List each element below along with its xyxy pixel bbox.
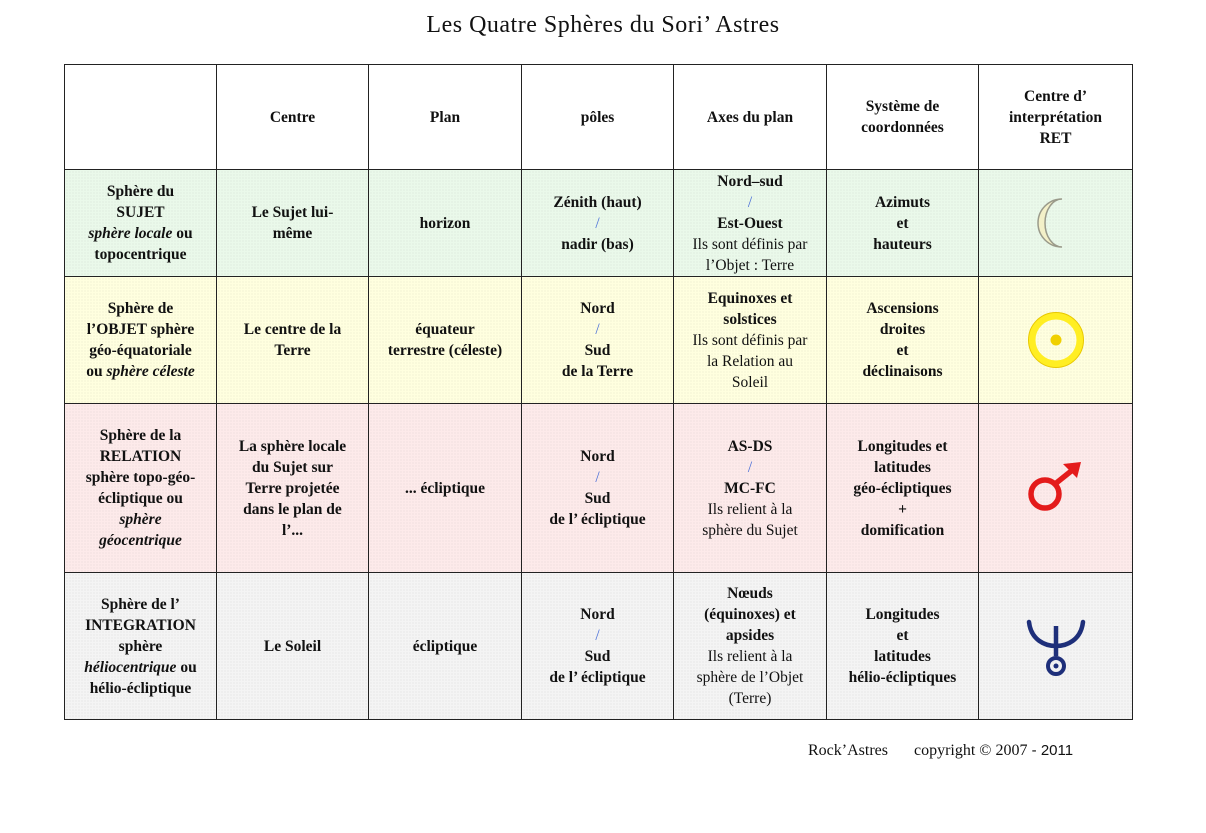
axis-note: sphère du Sujet — [702, 521, 798, 539]
sphere-line: ou — [176, 658, 197, 676]
coord-line: Longitudes — [865, 606, 940, 623]
centre-line: du Sujet sur — [252, 458, 333, 476]
centre-line: Le Sujet lui- — [251, 204, 334, 221]
header-systeme-line2: coordonnées — [861, 119, 944, 136]
sphere-line: SUJET — [116, 204, 165, 221]
plan-line: terrestre (céleste) — [387, 342, 503, 359]
coord-line: et — [896, 627, 909, 644]
axis-note: Ils sont définis par — [692, 235, 808, 253]
axes-cell — [674, 170, 827, 277]
pole-separator: / — [595, 469, 600, 486]
sphere-name-cell — [65, 404, 217, 573]
pole-bottom: nadir (bas) — [561, 235, 634, 253]
coord-line: + — [898, 500, 907, 518]
plan-cell: ... écliptique — [369, 404, 522, 573]
centre-line: Terre projetée — [245, 479, 340, 497]
pole-top: Zénith (haut) — [553, 193, 642, 211]
centre-line: l’... — [281, 521, 304, 539]
axis-mid: Est-Ouest — [717, 214, 783, 232]
coord-line: et — [896, 214, 909, 232]
plan-line: équateur — [415, 321, 475, 338]
axis-top: Nord–sud — [717, 172, 783, 190]
axis-note: sphère de l’Objet — [696, 669, 804, 686]
sphere-line: Sphère de la — [99, 427, 182, 444]
sphere-italic: sphère céleste — [106, 363, 195, 380]
pole-separator: / — [595, 214, 600, 232]
axis-separator: / — [747, 193, 753, 211]
axes-cell — [674, 277, 827, 404]
pole-mid: Sud — [584, 648, 611, 665]
axis-line: solstices — [723, 310, 777, 328]
footer-author: Rock’Astres — [808, 742, 888, 759]
axis-separator: / — [747, 458, 753, 476]
table-row — [65, 170, 1133, 277]
coords-cell — [827, 404, 979, 573]
axes-cell — [674, 404, 827, 573]
header-row — [65, 65, 1133, 170]
sphere-italic: sphère locale — [88, 225, 173, 242]
coords-cell — [827, 573, 979, 720]
uranus-symbol-icon — [1023, 614, 1089, 678]
axis-line: Nœuds — [727, 585, 773, 602]
sphere-line: écliptique ou — [98, 490, 183, 507]
coord-line: hauteurs — [873, 235, 932, 253]
coords-cell — [827, 277, 979, 404]
axis-line: apsides — [725, 627, 775, 644]
sphere-line: sphère — [118, 637, 163, 655]
poles-cell — [522, 170, 674, 277]
centre-line: Le centre de la — [243, 321, 342, 338]
coord-line: et — [896, 342, 909, 359]
sphere-line: l’OBJET sphère — [86, 321, 195, 338]
centre-cell: Le Soleil — [217, 573, 369, 720]
axis-mid: MC-FC — [724, 479, 776, 497]
coord-line: latitudes — [874, 648, 931, 665]
axis-note: (Terre) — [728, 690, 772, 707]
header-centre: Centre — [217, 65, 369, 170]
coord-line: droites — [879, 321, 926, 338]
sphere-line: hélio-écliptique — [89, 679, 192, 697]
poles-cell — [522, 404, 674, 573]
axis-note: Ils sont définis par — [692, 331, 808, 349]
coord-line: domification — [860, 521, 945, 539]
centre-cell — [217, 170, 369, 277]
plan-cell — [369, 277, 522, 404]
axis-note: Ils relient à la — [707, 500, 793, 518]
pole-top: Nord — [580, 448, 615, 465]
header-axes: Axes du plan — [674, 65, 827, 170]
header-poles: pôles — [522, 65, 674, 170]
sphere-line: RELATION — [99, 448, 182, 465]
symbol-cell — [979, 277, 1133, 404]
footer-year-separator: - — [1027, 742, 1041, 759]
sphere-line: topocentrique — [94, 246, 187, 263]
sphere-line: sphère topo-géo- — [85, 469, 196, 486]
axes-cell — [674, 573, 827, 720]
sphere-name-cell — [65, 170, 217, 277]
pole-bottom: de la Terre — [561, 363, 634, 380]
pole-separator: / — [595, 627, 600, 644]
sphere-line: géo-équatoriale — [89, 342, 192, 359]
plan-cell: horizon — [369, 170, 522, 277]
sphere-line: INTEGRATION — [85, 616, 196, 634]
page-title: Les Quatre Sphères du Sori’ Astres — [426, 12, 780, 38]
sphere-name-cell — [65, 573, 217, 720]
pole-top: Nord — [580, 606, 615, 623]
axis-note: la Relation au — [706, 352, 794, 370]
sphere-name-cell — [65, 277, 217, 404]
footer-copyright: copyright © 2007 — [913, 742, 1028, 759]
header-centre-line1: Centre d’ — [1024, 87, 1087, 105]
sphere-line: Sphère de — [107, 300, 174, 317]
pole-bottom: de l’ écliptique — [549, 669, 646, 686]
footer-year-end: 2011 — [1040, 742, 1074, 759]
axis-top: AS-DS — [727, 437, 773, 455]
pole-mid: Sud — [584, 342, 611, 359]
symbol-cell — [979, 404, 1133, 573]
centre-line: même — [272, 225, 313, 242]
centre-cell — [217, 404, 369, 573]
pole-mid: Sud — [584, 490, 611, 507]
header-centre-line2: interprétation — [1009, 108, 1102, 126]
sphere-italic: héliocentrique — [84, 658, 177, 676]
sphere-italic: géocentrique — [99, 532, 182, 549]
symbol-cell — [979, 170, 1133, 277]
pole-top: Nord — [580, 300, 615, 317]
centre-line: Terre — [274, 342, 311, 359]
centre-line: dans le plan de — [243, 500, 342, 518]
axis-line: (équinoxes) et — [704, 606, 796, 623]
sphere-line: ou — [86, 363, 107, 380]
header-systeme — [827, 65, 979, 170]
table-row — [65, 277, 1133, 404]
table-row — [65, 573, 1133, 720]
sun-symbol-icon — [1026, 310, 1086, 370]
plan-cell: écliptique — [369, 573, 522, 720]
coord-line: géo-écliptiques — [853, 479, 952, 497]
header-plan: Plan — [369, 65, 522, 170]
axis-note: Ils relient à la — [707, 648, 793, 665]
coord-line: latitudes — [874, 458, 931, 476]
coord-line: Ascensions — [866, 300, 939, 317]
sphere-line: ou — [172, 225, 193, 242]
header-centre-ret — [979, 65, 1133, 170]
coord-line: Longitudes et — [857, 437, 948, 455]
header-systeme-line1: Système de — [865, 98, 940, 115]
coord-line: déclinaisons — [862, 363, 943, 380]
header-centre-line3: RET — [1039, 129, 1072, 147]
symbol-cell — [979, 573, 1133, 720]
mars-symbol-icon — [1023, 458, 1089, 518]
coords-cell — [827, 170, 979, 277]
centre-cell — [217, 277, 369, 404]
sphere-italic: sphère — [119, 511, 162, 528]
coord-line: hélio-écliptiques — [848, 669, 957, 686]
centre-line: La sphère locale — [238, 437, 347, 455]
sphere-line: Sphère du — [106, 183, 175, 200]
sphere-line: Sphère de l’ — [101, 595, 180, 613]
footer — [808, 742, 1073, 760]
pole-separator: / — [595, 321, 600, 338]
pole-bottom: de l’ écliptique — [549, 511, 646, 528]
axis-note: Soleil — [731, 373, 769, 391]
axis-note: l’Objet : Terre — [705, 256, 795, 274]
crescent-moon-icon — [1026, 193, 1086, 253]
axis-line: Equinoxes et — [707, 289, 793, 307]
coord-line: Azimuts — [874, 193, 931, 211]
table-row — [65, 404, 1133, 573]
poles-cell — [522, 573, 674, 720]
poles-cell — [522, 277, 674, 404]
header-empty — [65, 65, 217, 170]
spheres-table — [64, 64, 1133, 720]
